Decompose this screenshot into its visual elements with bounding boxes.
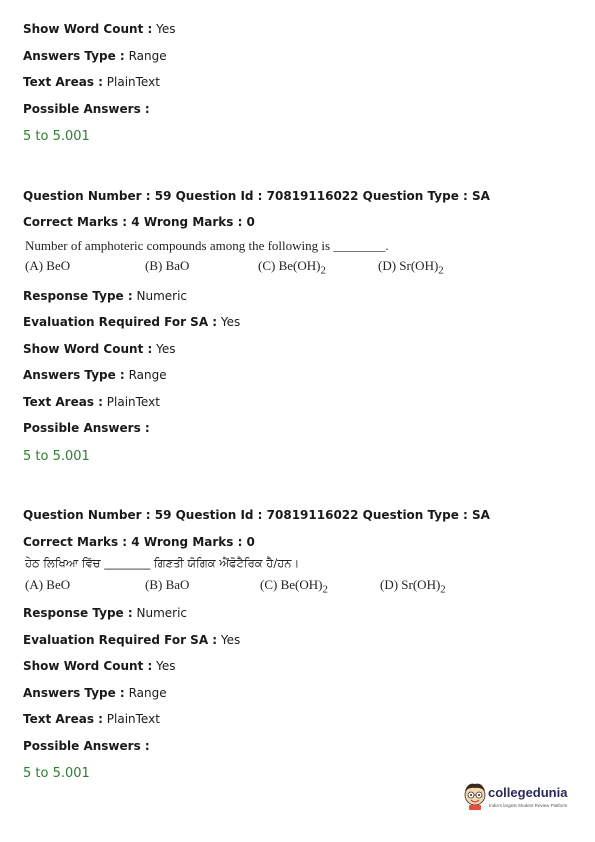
answers-type-row: [23, 49, 167, 63]
option-a: (A) BeO: [25, 258, 71, 273]
option-c-subscript: 2: [320, 264, 326, 277]
field-value: PlainText: [106, 712, 160, 726]
field-label: Response Type :: [23, 289, 133, 303]
field-value: Yes: [156, 22, 176, 36]
field-value: Yes: [220, 633, 241, 647]
question-text-punjabi: ਹੇਠ ਲਿਖਿਆ ਵਿੱਚ ________ ਗਿਣਤੀ ਯੋਗਿਕ ਐਂਫੋਟੈਰਿਕ ਹੈ/ਹਨ।: [25, 556, 300, 570]
show-word-count-row: [23, 659, 175, 673]
field-label: Evaluation Required For SA :: [23, 633, 218, 647]
field-label: Answers Type :: [23, 49, 125, 63]
possible-answer-value: 5 to 5.001: [23, 449, 90, 464]
collegedunia-logo: [462, 779, 572, 815]
question-text: Number of amphoteric compounds among the following is ________.: [25, 238, 389, 253]
field-value: PlainText: [106, 395, 160, 409]
text-areas-row: [23, 75, 160, 89]
text-areas-row: [23, 712, 160, 726]
option-d: [380, 577, 446, 596]
mascot-icon: [462, 781, 488, 811]
field-label: Text Areas :: [23, 395, 103, 409]
option-c-subscript: 2: [322, 583, 328, 596]
option-c-text: (C) Be(OH): [260, 577, 323, 592]
option-d-text: (D) Sr(OH): [378, 258, 439, 273]
field-value: Range: [128, 686, 167, 700]
field-value: Numeric: [136, 606, 188, 620]
text-areas-row: [23, 395, 160, 409]
field-value: PlainText: [106, 75, 160, 89]
field-label: Evaluation Required For SA :: [23, 315, 218, 329]
option-a: (A) BeO: [25, 577, 71, 592]
field-label: Show Word Count :: [23, 22, 153, 36]
option-b: (B) BaO: [145, 577, 190, 592]
possible-answers-label: Possible Answers :: [23, 102, 150, 116]
possible-answer-value: 5 to 5.001: [23, 129, 90, 144]
answers-type-row: [23, 368, 167, 382]
field-label: Response Type :: [23, 606, 133, 620]
show-word-count-row: [23, 22, 175, 36]
field-label: Show Word Count :: [23, 659, 153, 673]
option-d: [378, 258, 444, 277]
logo-tagline: India's largest Student Review Platform: [489, 803, 568, 808]
option-c-text: (C) Be(OH): [258, 258, 321, 273]
field-label: Answers Type :: [23, 368, 125, 382]
possible-answers-label: Possible Answers :: [23, 739, 150, 753]
possible-answer-value: 5 to 5.001: [23, 766, 90, 781]
field-label: Text Areas :: [23, 75, 103, 89]
option-b: (B) BaO: [145, 258, 190, 273]
question-header: Question Number : 59 Question Id : 70819116022 Question Type : SA: [23, 508, 490, 522]
field-value: Yes: [156, 659, 176, 673]
field-value: Range: [128, 368, 167, 382]
question-header: Question Number : 59 Question Id : 70819116022 Question Type : SA: [23, 189, 490, 203]
option-c: [258, 258, 326, 277]
field-label: Show Word Count :: [23, 342, 153, 356]
show-word-count-row: [23, 342, 175, 356]
response-type-row: [23, 289, 187, 303]
field-label: Text Areas :: [23, 712, 103, 726]
field-value: Yes: [220, 315, 241, 329]
logo-wordmark: collegedunia: [488, 785, 568, 800]
option-d-subscript: 2: [440, 583, 446, 596]
field-value: Yes: [156, 342, 176, 356]
response-type-row: [23, 606, 187, 620]
evaluation-row: [23, 315, 240, 329]
field-label: Answers Type :: [23, 686, 125, 700]
answers-type-row: [23, 686, 167, 700]
question-marks: Correct Marks : 4 Wrong Marks : 0: [23, 215, 255, 229]
evaluation-row: [23, 633, 240, 647]
possible-answers-label: Possible Answers :: [23, 421, 150, 435]
option-d-text: (D) Sr(OH): [380, 577, 441, 592]
field-value: Numeric: [136, 289, 188, 303]
field-value: Range: [128, 49, 167, 63]
question-marks: Correct Marks : 4 Wrong Marks : 0: [23, 535, 255, 549]
option-c: [260, 577, 328, 596]
option-d-subscript: 2: [438, 264, 444, 277]
